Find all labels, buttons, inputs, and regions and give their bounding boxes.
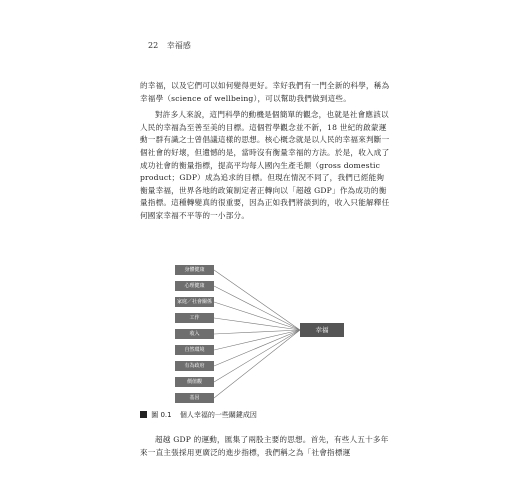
body-text bbox=[140, 80, 392, 227]
paragraph: 對許多人來說，這門科學的動機是個簡單的觀念，也就是社會應該以人民的幸福為至善至美的目標。這個哲學觀念並不新，18 世紀的啟蒙運動一群有識之士曾倡議這樣的思想。核心概念就是以人民的幸福來判斷一個社會的好壞，但遺憾的是，當時沒有衡量幸福的方法。於是，收入成了成功社會的衡量指標，提高平均每人國內生產毛額（gross domestic product；GDP）成為追求的目標。但現在情況不同了，我們已經能夠衡量幸福，世界各地的政策制定者正轉向以「超越 GDP」作為成功的衡量指標。這種轉變真的很重要，因為正如我們將談到的，收入只能解釋任何國家幸福不平等的一小部分。 bbox=[140, 110, 390, 220]
body-text-continued bbox=[140, 434, 392, 459]
factor-box: 收入 bbox=[175, 329, 214, 339]
wellbeing-diagram bbox=[170, 262, 380, 412]
book-title: 幸福感 bbox=[166, 41, 191, 50]
factor-box: 有為政府 bbox=[175, 361, 214, 371]
figure-caption bbox=[140, 410, 257, 420]
target-box: 幸福 bbox=[300, 323, 344, 337]
figure-number: 圖 0.1 bbox=[151, 411, 172, 419]
factor-box: 身體健康 bbox=[175, 265, 214, 275]
paragraph: 的幸福，以及它們可以如何變得更好。幸好我們有一門全新的科學，稱為幸福學（science of wellbeing），可以幫助我們做到這些。 bbox=[140, 81, 390, 103]
factor-box: 工作 bbox=[175, 313, 214, 323]
running-header bbox=[148, 40, 191, 51]
factor-box: 自然環境 bbox=[175, 345, 214, 355]
factor-box: 基因 bbox=[175, 393, 214, 403]
factor-box: 心理健康 bbox=[175, 281, 214, 291]
caption-text: 個人幸福的一些關鍵成因 bbox=[179, 411, 257, 419]
factor-box: 價值觀 bbox=[175, 377, 214, 387]
page-number: 22 bbox=[148, 41, 159, 50]
figure-marker-icon bbox=[140, 411, 147, 418]
paragraph: 超越 GDP 的運動，匯集了兩股主要的思想。首先，有些人五十多年來一直主張採用更廣泛的進步指標，我們稱之為「社會指標運 bbox=[140, 435, 389, 457]
factor-box: 家庭／社會關係 bbox=[176, 299, 212, 305]
